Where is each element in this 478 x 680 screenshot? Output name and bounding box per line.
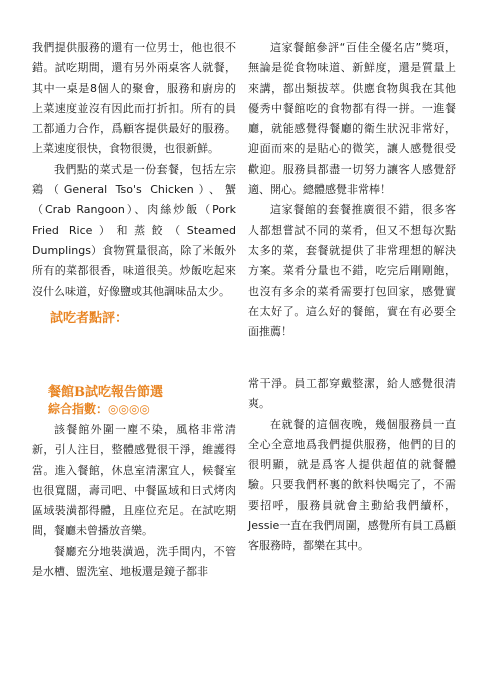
section-rating: 綜合指數：◎◎◎◎ bbox=[48, 402, 150, 416]
paragraph-set-meal: 這家餐館的套餐推廣很不錯，很多客人都想嘗試不同的菜肴，但又不想每次點太多的菜，套餐就提供了非常理想的解決方案。菜肴分量也不錯，吃完后剛剛飽，也沒有多余的菜肴需要打包回家，感覺實在太好了。這么好的餐館，實在有必要全面推薦！ bbox=[248, 203, 456, 339]
paragraph-service: 我們提供服務的還有一位男士，他也很不錯。試吃期間，還有另外兩桌客人就餐，其中一桌是8個人的聚會，服務和廚房的上菜速度並沒有因此而打折扣。所有的員工都通力合作，爲顧客提供最好的服務。上菜速度很快，食物很燙，也很新鮮。 bbox=[32, 41, 236, 156]
paragraph-evening: 在就餐的這個夜晚，幾個服務員一直全心全意地爲我們提供服務，他們的目的很明顯，就是爲客人提供超值的就餐體驗。只要我們杯裏的飲料快喝完了，不需要招呼，服務員就會主動給我們續杯，Jessie一直在我們周圍，感覺所有員工爲顧客服務時，都樂在其中。 bbox=[248, 417, 456, 553]
right-top-column bbox=[248, 38, 456, 342]
paragraph-staff: 常干淨。員工都穿戴整潔，給人感覺很清爽。 bbox=[248, 377, 456, 411]
left-bottom-column bbox=[32, 385, 236, 582]
paragraph-exterior: 該餐館外圍一塵不染，風格非常清新，引人注目，整體感覺很干淨，維護得當。進入餐館，休息室清潔宜人，候餐室也很寬闊，壽司吧、中餐區域和日式烤肉區域裝潢都得體，且座位充足。在試吃期間，餐廳未曾播放音樂。 bbox=[32, 423, 236, 538]
paragraph-award: 這家餐館參評“百佳全優名店”獎項，無論是從食物味道、新鮮度，還是質量上來講，都出類拔萃。供應食物與我在其他優秀中餐館吃的食物都有得一拼。一進餐廳，就能感覺得餐廳的衛生狀況非常好，迎面而來的是貼心的微笑，讓人感覺很受歡迎。服務員都盡一切努力讓客人感覺舒適、開心。總體感覺非常棒！ bbox=[248, 41, 456, 197]
paragraph-restroom: 餐廳充分地裝潢過，洗手間内，不管是水槽、盥洗室、地板還是鏡子都非 bbox=[32, 544, 236, 579]
left-top-column bbox=[32, 38, 236, 329]
section-title: 餐館B試吃報告節選 bbox=[48, 385, 163, 400]
review-heading: 試吃者點評： bbox=[50, 310, 129, 326]
paragraph-dishes: 我們點的菜式是一份套餐，包括左宗鶏（General Tso's Chicken）、蟹（Crab Rangoon）、肉絲炒飯（Pork Fried Rice）和蒸餃（Steamed Dumplings）食物質量很高，除了米飯外所有的菜都很香，味道很美。炒飯吃起來沒什么味道，好像鹽或其他調味品太少。 bbox=[32, 162, 236, 298]
right-bottom-column bbox=[248, 374, 456, 557]
